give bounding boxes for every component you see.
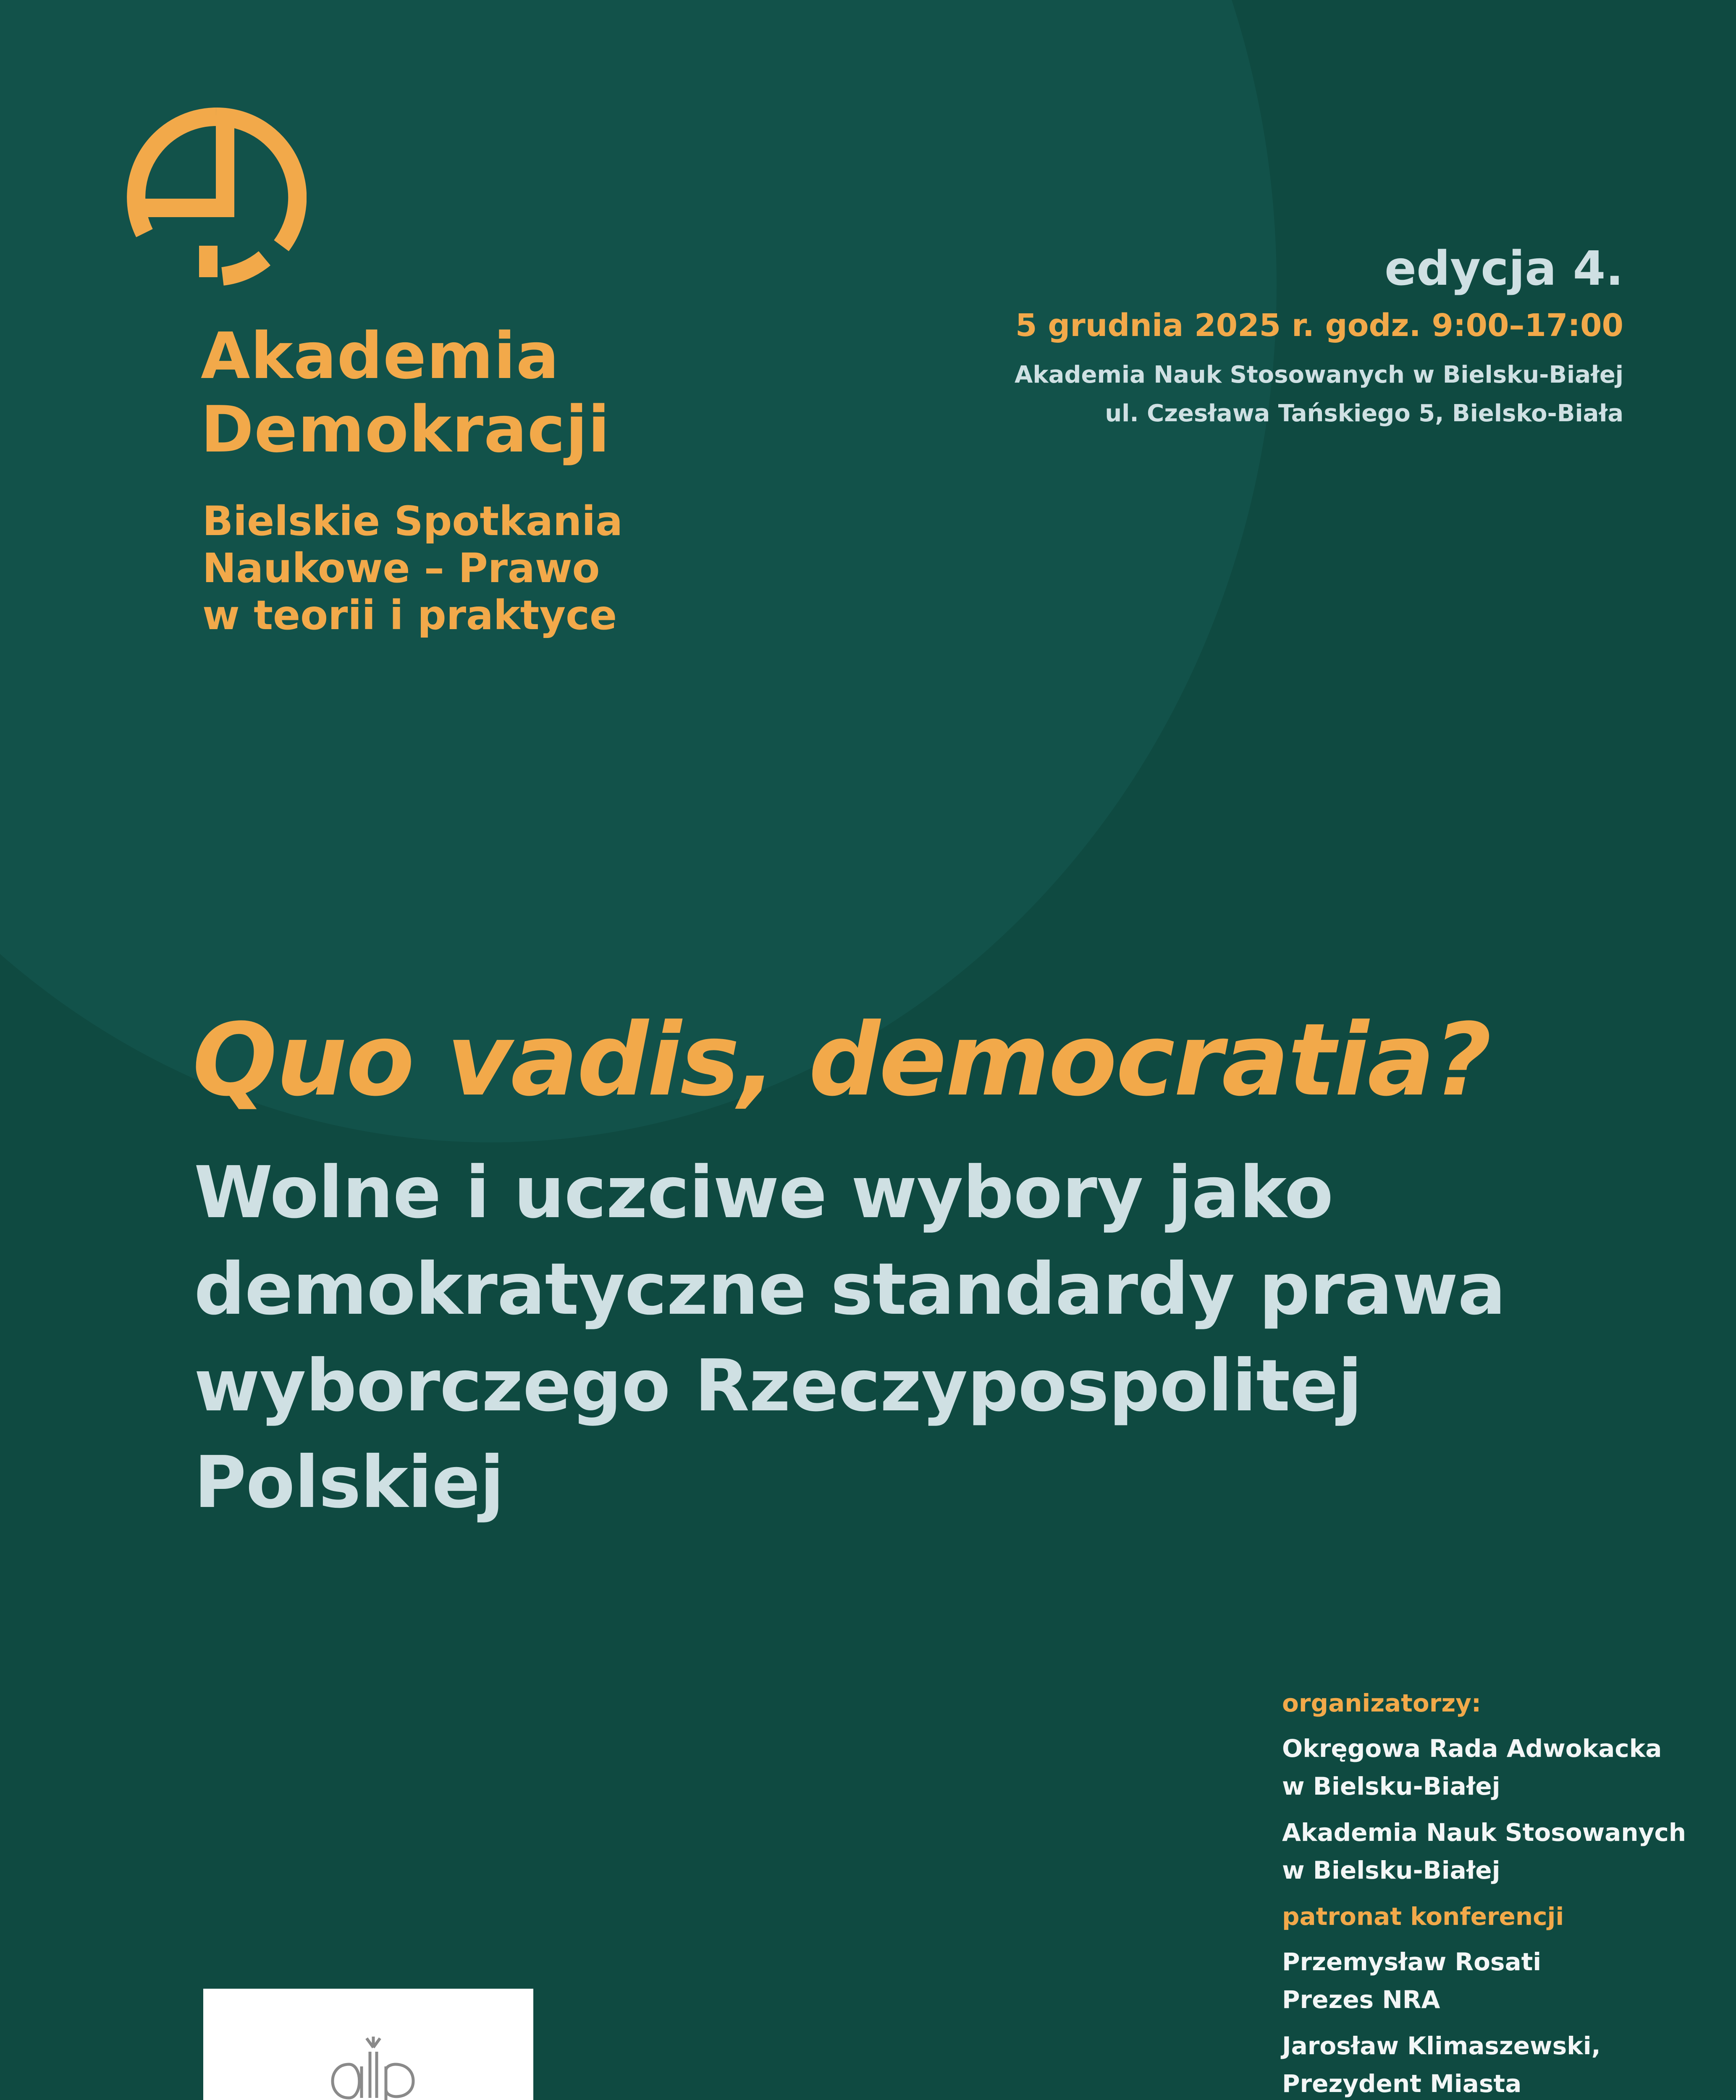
brand-subtitle	[202, 498, 623, 639]
venue-line: ul. Czesława Tańskiego 5, Bielsko-Biała	[1105, 400, 1623, 427]
brand-title-line: Demokracji	[201, 392, 610, 467]
main-subtitle	[194, 1144, 1601, 1531]
adwokatura-polska-logo-icon	[323, 2035, 424, 2100]
main-subtitle-line: wyborczego Rzeczypospolitej	[194, 1344, 1362, 1428]
organizers-heading: organizatorzy:	[1282, 1689, 1482, 1717]
patron-item	[1282, 2027, 1723, 2100]
organizer-line: Okręgowa Rada Adwokacka	[1282, 1734, 1662, 1763]
organizer-line: Akademia Nauk Stosowanych	[1282, 1818, 1686, 1847]
patron-line: Prezes NRA	[1282, 1985, 1440, 2014]
event-info	[1015, 237, 1623, 433]
akademia-demokracji-logo-icon	[126, 107, 307, 288]
main-subtitle-line: demokratyczne standardy prawa	[194, 1248, 1505, 1331]
edition-label: edycja 4.	[1385, 242, 1623, 296]
main-subtitle-line: Polskiej	[194, 1441, 504, 1524]
credits	[1282, 1684, 1723, 2100]
organizer-item	[1282, 1730, 1723, 1805]
brand-title-line: Akademia	[201, 319, 560, 393]
patron-line: Jarosław Klimaszewski,	[1282, 2032, 1601, 2060]
patron-line: Przemysław Rosati	[1282, 1948, 1542, 1976]
main-title: Quo vadis, democratia?	[192, 1002, 1491, 1118]
patronage-heading: patronat konferencji	[1282, 1902, 1564, 1931]
main-subtitle-line: Wolne i uczciwe wybory jako	[194, 1151, 1333, 1234]
organizer-line: w Bielsku-Białej	[1282, 1772, 1500, 1801]
organizer-line: w Bielsku-Białej	[1282, 1856, 1500, 1885]
brand-subtitle-line: w teorii i praktyce	[202, 592, 617, 639]
organizer-item	[1282, 1814, 1723, 1889]
partner-logos-panel	[203, 1989, 533, 2100]
brand-subtitle-line: Naukowe – Prawo	[202, 545, 600, 592]
brand-title	[201, 319, 610, 466]
event-date: 5 grudnia 2025 r. godz. 9:00–17:00	[1015, 307, 1623, 344]
brand-subtitle-line: Bielskie Spotkania	[202, 498, 623, 545]
patron-item	[1282, 1943, 1723, 2019]
event-venue	[1015, 356, 1623, 433]
patron-line: Prezydent Miasta	[1282, 2069, 1522, 2098]
venue-line: Akademia Nauk Stosowanych w Bielsku-Białej	[1015, 361, 1623, 388]
